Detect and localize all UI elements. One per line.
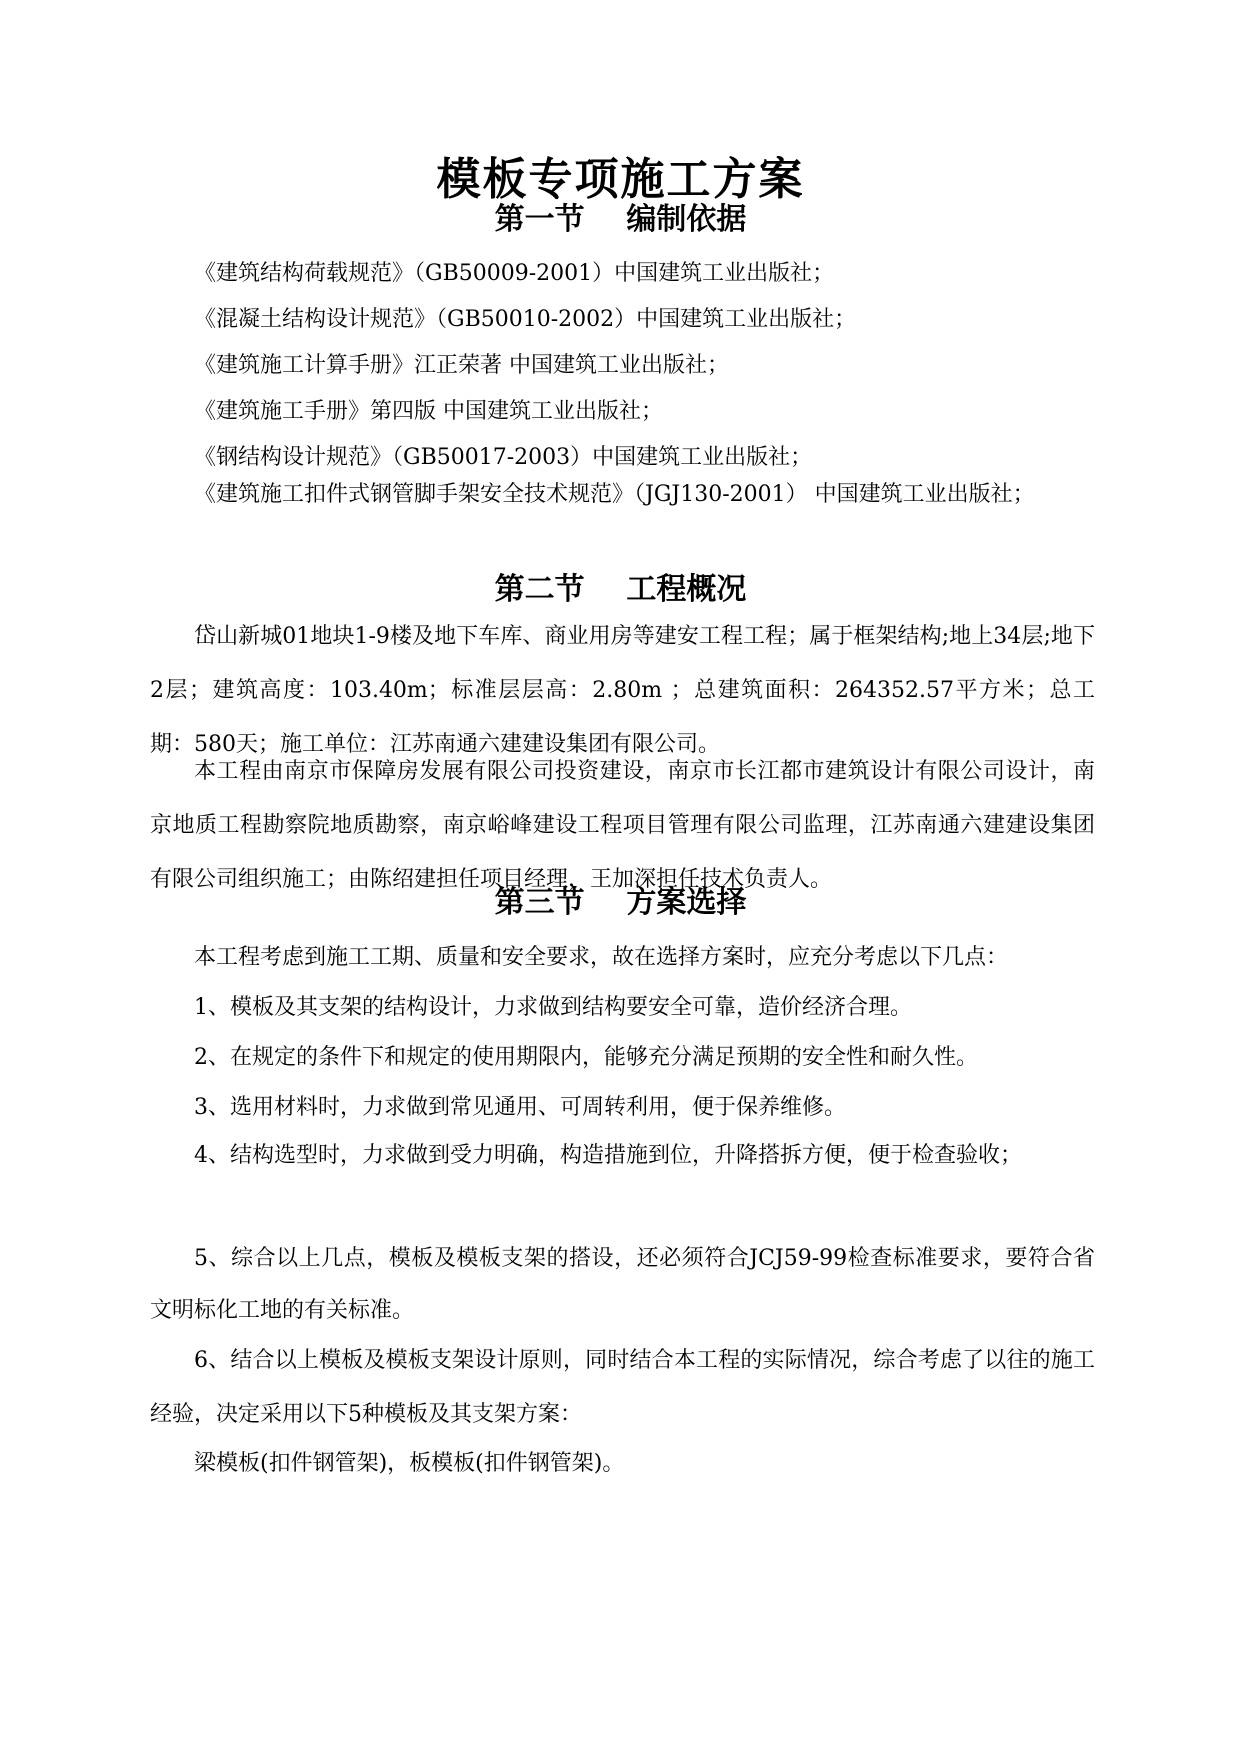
- scheme-item: 1、模板及其支架的结构设计，力求做到结构要安全可靠，造价经济合理。: [194, 995, 912, 1020]
- reference-item: 《建筑施工扣件式钢管脚手架安全技术规范》（JGJ130-2001） 中国建筑工业出版社；: [194, 482, 1035, 507]
- section3-heading: 第三节 方案选择: [494, 885, 747, 920]
- scheme-item: 3、选用材料时，力求做到常见通用、可周转利用，便于保养维修。: [194, 1095, 846, 1120]
- reference-item: 《混凝土结构设计规范》（GB50010-2002）中国建筑工业出版社；: [194, 307, 857, 332]
- reference-item: 《建筑施工手册》第四版 中国建筑工业出版社；: [194, 399, 663, 424]
- scheme-paragraph: 本工程考虑到施工工期、质量和安全要求，故在选择方案时，应充分考虑以下几点：: [194, 945, 1009, 970]
- overview-paragraph: 岱山新城01地块1-9楼及地下车库、商业用房等建安工程工程；属于框架结构;地上34层;地下2层；建筑高度：103.40m；标准层层高：2.80m ；总建筑面积：264352.57平方米；总工期：580天；施工单位：江苏南通六建建设集团有限公司。: [150, 624, 1095, 757]
- scheme-item: 2、在规定的条件下和规定的使用期限内，能够充分满足预期的安全性和耐久性。: [194, 1045, 978, 1070]
- scheme-item: 6、结合以上模板及模板支架设计原则，同时结合本工程的实际情况，综合考虑了以往的施工经验，决定采用以下5种模板及其支架方案：: [150, 1348, 1095, 1427]
- reference-item: 《钢结构设计规范》（GB50017-2003）中国建筑工业出版社；: [194, 445, 813, 470]
- scheme-item: 梁模板(扣件钢管架)，板模板(扣件钢管架)。: [194, 1451, 625, 1476]
- scheme-item: 4、结构选型时，力求做到受力明确，构造措施到位，升降搭拆方便，便于检查验收；: [194, 1143, 1022, 1168]
- document-title: 模板专项施工方案: [436, 154, 805, 205]
- reference-item: 《建筑结构荷载规范》（GB50009-2001）中国建筑工业出版社；: [194, 261, 835, 286]
- overview-paragraph: 本工程由南京市保障房发展有限公司投资建设，南京市长江都市建筑设计有限公司设计，南京地质工程勘察院地质勘察，南京峪峰建设工程项目管理有限公司监理，江苏南通六建建设集团有限公司组织施工；由陈绍建担任项目经理，王加深担任技术负责人。: [150, 759, 1095, 892]
- section2-heading: 第二节 工程概况: [494, 572, 747, 607]
- section1-heading: 第一节 编制依据: [494, 202, 747, 237]
- scheme-item: 5、综合以上几点，模板及模板支架的搭设，还必须符合JCJ59-99检查标准要求，要符合省文明标化工地的有关标准。: [150, 1246, 1095, 1323]
- reference-item: 《建筑施工计算手册》江正荣著 中国建筑工业出版社；: [194, 353, 729, 378]
